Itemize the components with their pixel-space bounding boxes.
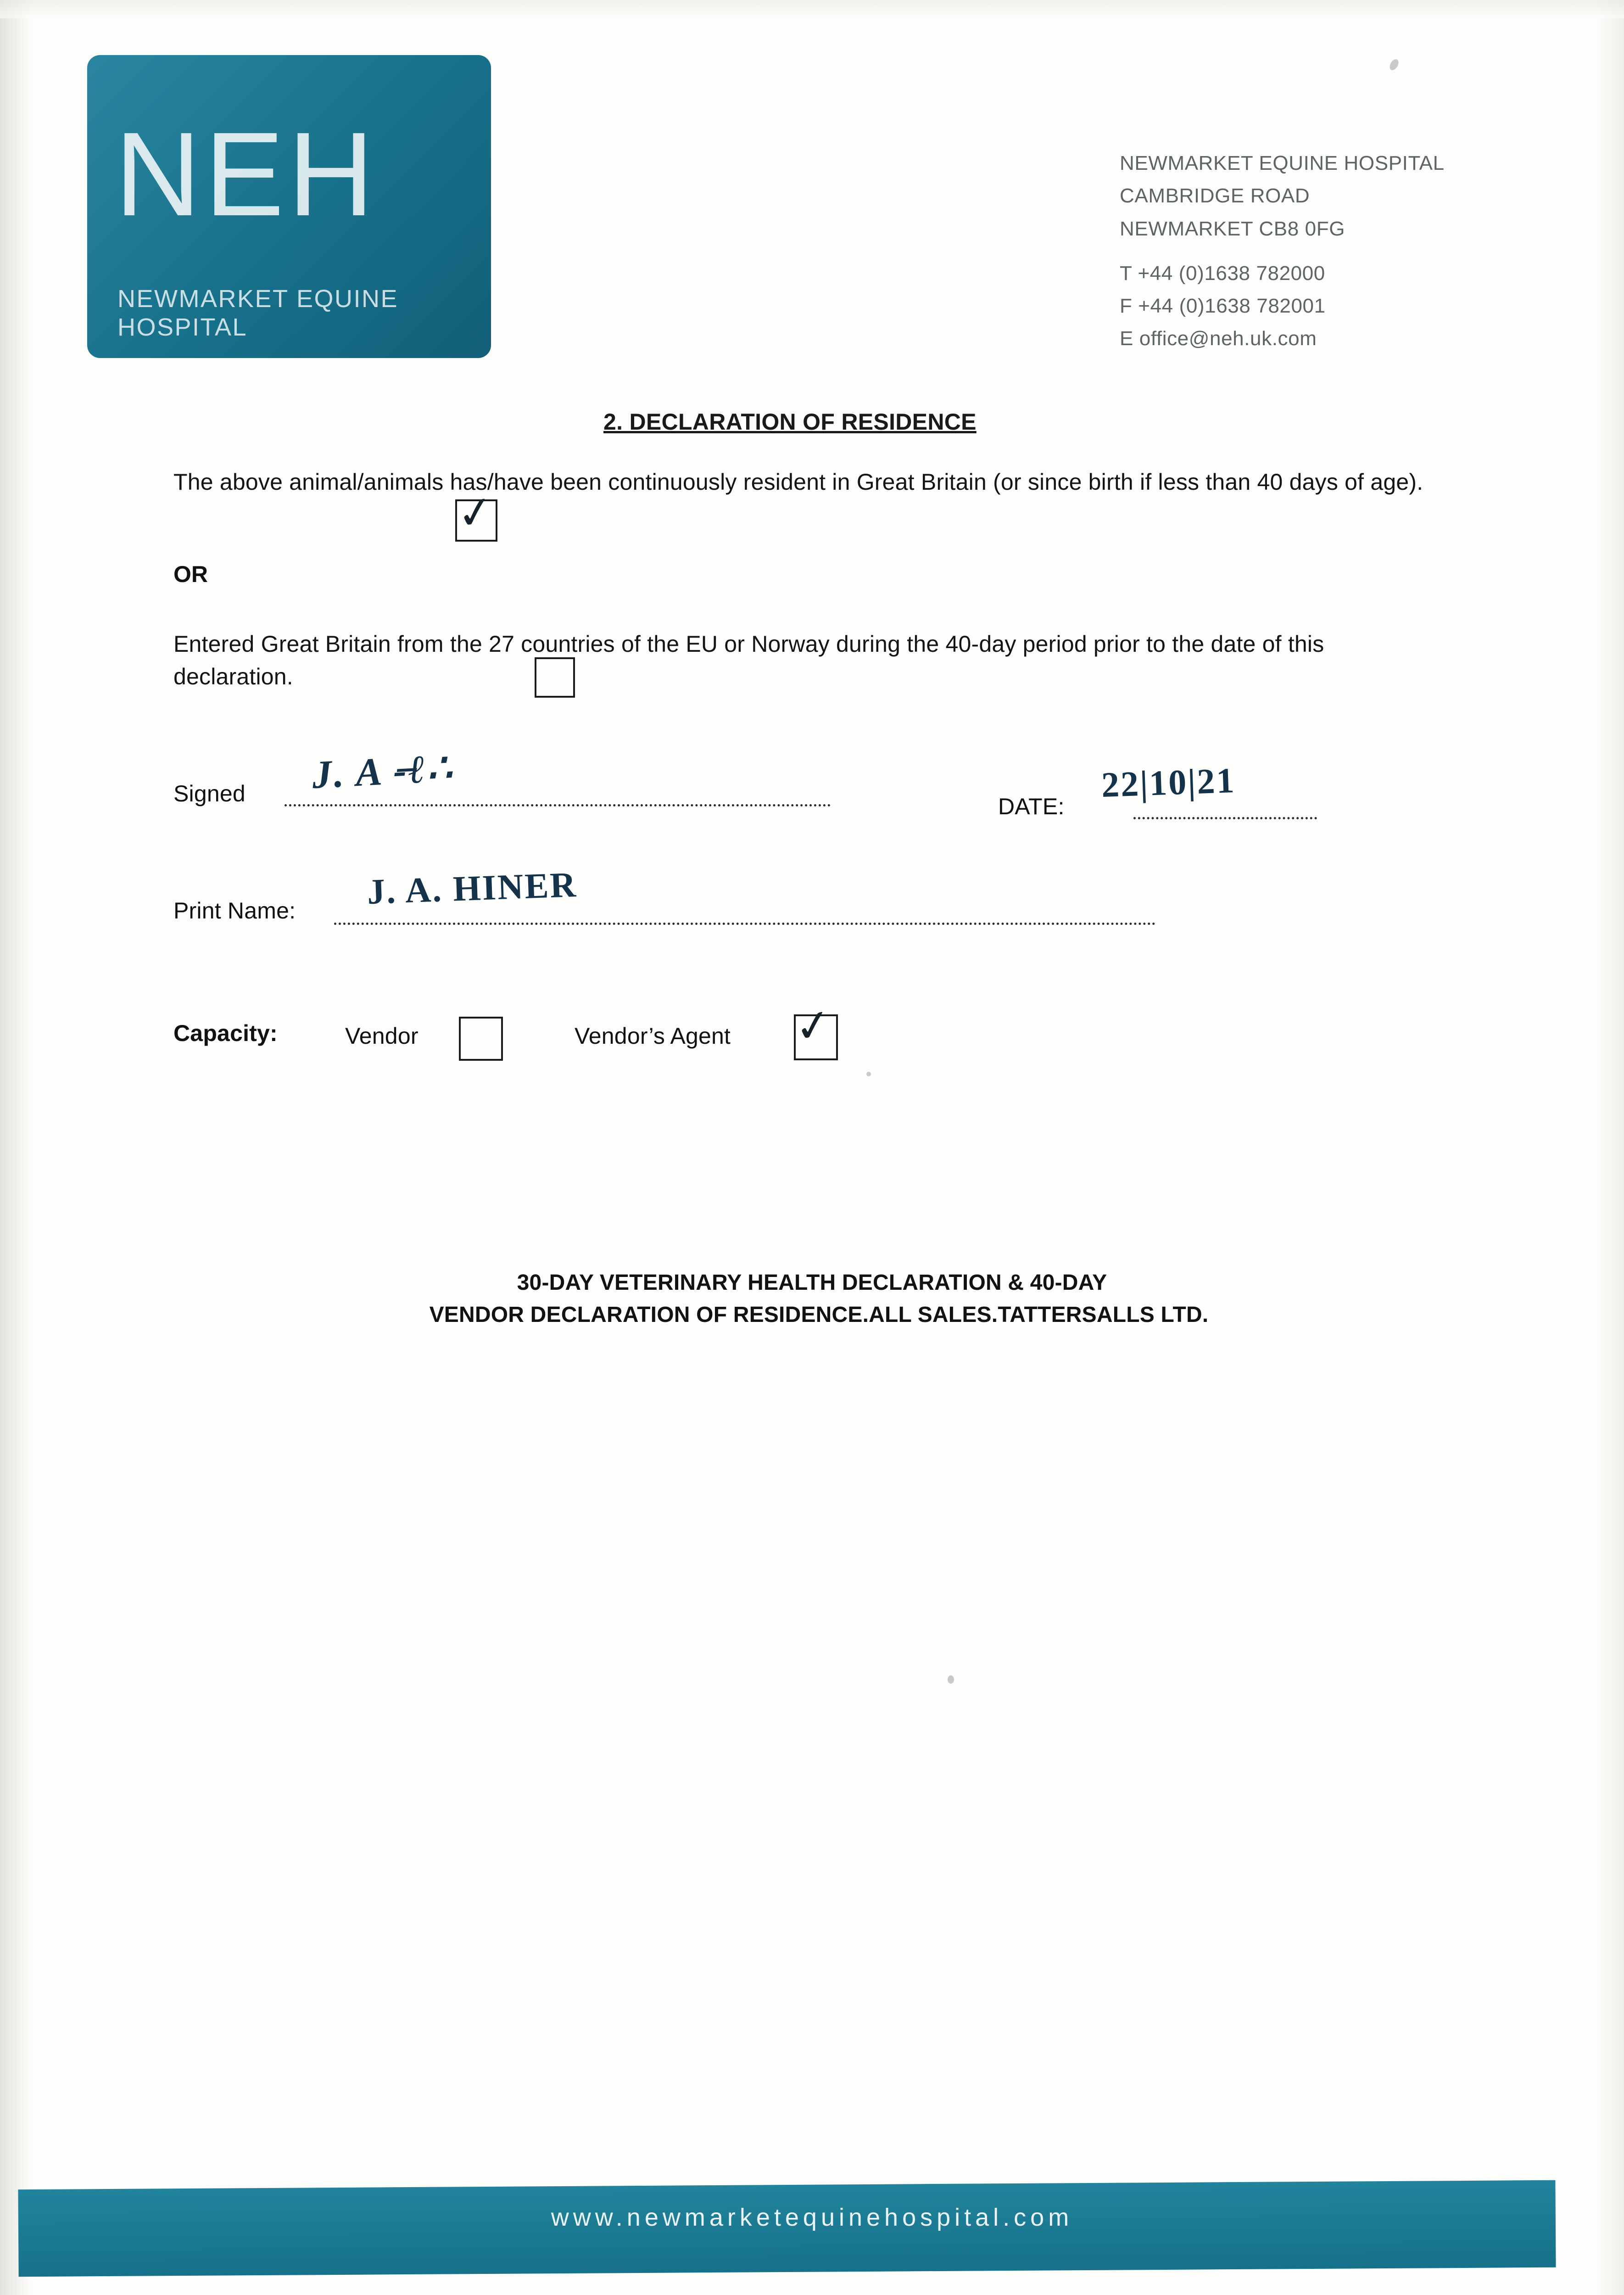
signed-dotted-line (285, 804, 831, 806)
signed-label: Signed (173, 781, 246, 806)
residence-statement-2: Entered Great Britain from the 27 countries of the EU or Norway during the 40-day period prior to the date of this declaration. (173, 631, 1324, 689)
print-name-dotted-line (334, 923, 1155, 925)
footer-website-url: www.newmarketequinehospital.com (551, 2204, 1073, 2231)
date-dotted-line (1133, 817, 1317, 819)
checkmark-continuous-residence: ✓ (453, 486, 497, 540)
capacity-vendor-agent-label: Vendor’s Agent (575, 1023, 731, 1049)
neh-logo (87, 55, 491, 358)
residence-statement-1: The above animal/animals has/have been continuously resident in Great Britain (or since birth if less than 40 days of age). (173, 469, 1423, 495)
address-line-1: NEWMARKET EQUINE HOSPITAL (1120, 152, 1445, 174)
date-label: DATE: (998, 794, 1065, 819)
scan-edge-shading-top (0, 0, 1624, 18)
address-email: E office@neh.uk.com (1120, 327, 1317, 350)
checkbox-entered-great-britain[interactable] (535, 657, 575, 698)
scan-edge-shading-right (1596, 0, 1624, 2295)
logo-wordmark: NEH (115, 108, 378, 241)
print-name-value: J. A. HINER (366, 864, 578, 912)
footer-note-line-1: 30-DAY VETERINARY HEALTH DECLARATION & 40-DAY (517, 1271, 1107, 1295)
scan-speck (948, 1675, 954, 1684)
scan-speck (866, 1072, 871, 1076)
footer-note-line-2: VENDOR DECLARATION OF RESIDENCE.ALL SALES.TATTERSALLS LTD. (429, 1302, 1209, 1327)
page-title: 2. DECLARATION OF RESIDENCE (603, 409, 977, 435)
scan-edge-shading-left (0, 0, 32, 2295)
letterhead-address (1120, 147, 1445, 355)
checkmark-capacity-vendor-agent: ✓ (791, 999, 835, 1053)
address-fax: F +44 (0)1638 782001 (1120, 295, 1326, 318)
print-name-label: Print Name: (173, 898, 296, 924)
address-spacer (1120, 245, 1445, 257)
address-telephone: T +44 (0)1638 782000 (1120, 262, 1325, 285)
capacity-vendor-label: Vendor (345, 1023, 419, 1049)
or-separator-label: OR (173, 561, 208, 587)
scan-speck (1388, 58, 1401, 72)
signature-value: J. A -̶ℓ∴ (311, 745, 455, 797)
document-footer-note (0, 1267, 1624, 1331)
logo-subtitle: NEWMARKET EQUINE HOSPITAL (117, 285, 399, 341)
address-line-3: NEWMARKET CB8 0FG (1120, 217, 1345, 240)
address-line-2: CAMBRIDGE ROAD (1120, 185, 1310, 207)
date-value: 22|10|21 (1100, 760, 1236, 805)
capacity-label: Capacity: (173, 1020, 278, 1046)
checkbox-capacity-vendor[interactable] (459, 1017, 503, 1061)
